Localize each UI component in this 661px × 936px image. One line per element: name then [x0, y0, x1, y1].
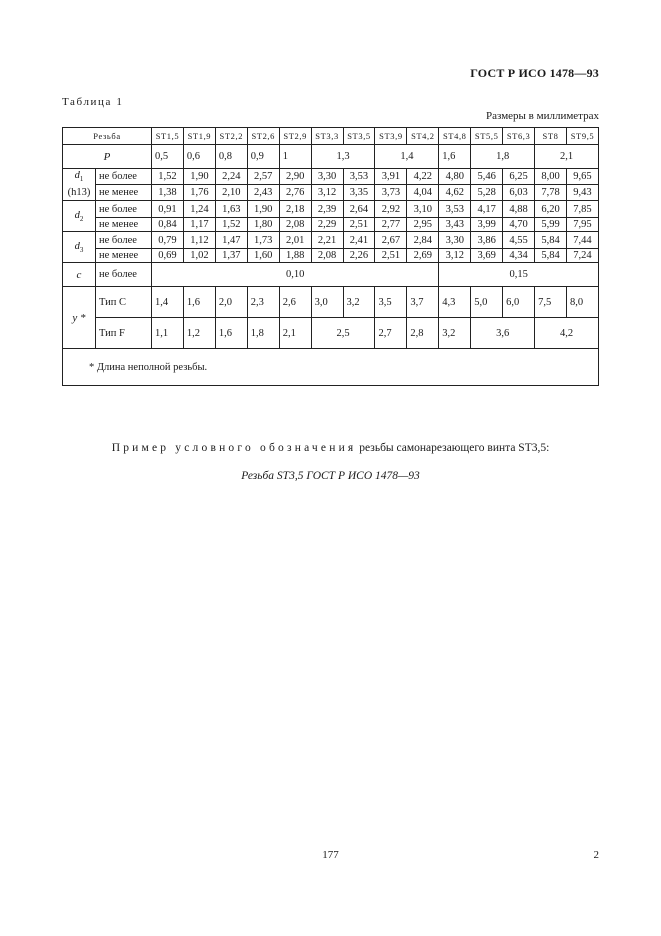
value-cell: 5,28	[471, 185, 503, 201]
d2-min-row	[63, 218, 599, 232]
column-header: ST3,3	[311, 128, 343, 145]
value-cell: 3,91	[375, 169, 407, 185]
value-cell: 4,17	[471, 201, 503, 218]
value-cell: 2,43	[247, 185, 279, 201]
value-cell: 1,60	[247, 249, 279, 263]
pitch-value: 1,8	[471, 145, 535, 169]
table-title: Таблица 1	[62, 96, 124, 108]
max-label: не более	[96, 263, 152, 287]
value-cell: 2,41	[343, 232, 375, 249]
pitch-value: 1,6	[439, 145, 471, 169]
column-header: ST2,6	[247, 128, 279, 145]
d3-min-row	[63, 249, 599, 263]
value-cell: 3,30	[439, 232, 471, 249]
value-cell: 3,43	[439, 218, 471, 232]
column-header: ST4,8	[439, 128, 471, 145]
value-cell: 1,73	[247, 232, 279, 249]
value-cell: 1,2	[183, 318, 215, 349]
value-cell: 4,3	[439, 287, 471, 318]
column-header: ST4,2	[407, 128, 439, 145]
d3-max-row	[63, 232, 599, 249]
value-cell: 5,84	[535, 249, 567, 263]
pitch-row	[63, 145, 599, 169]
type-f-label: Тип F	[96, 318, 152, 349]
value-cell: 2,7	[375, 318, 407, 349]
value-cell: 7,95	[566, 218, 598, 232]
value-cell: 2,5	[311, 318, 375, 349]
column-header: ST1,9	[183, 128, 215, 145]
y-typeF-row	[63, 318, 599, 349]
value-cell: 2,21	[311, 232, 343, 249]
pitch-value: 2,1	[535, 145, 599, 169]
value-cell: 2,51	[375, 249, 407, 263]
min-label: не менее	[96, 249, 152, 263]
value-cell: 4,34	[503, 249, 535, 263]
value-cell: 4,55	[503, 232, 535, 249]
max-label: не более	[96, 232, 152, 249]
pitch-value: 0,9	[247, 145, 279, 169]
value-cell: 3,0	[311, 287, 343, 318]
value-cell: 0,69	[152, 249, 184, 263]
value-cell: 2,08	[311, 249, 343, 263]
type-c-label: Тип С	[96, 287, 152, 318]
value-cell: 3,35	[343, 185, 375, 201]
value-cell: 1,17	[183, 218, 215, 232]
value-cell: 1,88	[279, 249, 311, 263]
value-cell: 9,43	[566, 185, 598, 201]
max-label: не более	[96, 169, 152, 185]
value-cell: 2,69	[407, 249, 439, 263]
column-header: ST9,5	[566, 128, 598, 145]
d1-tolerance: (h13)	[67, 187, 91, 199]
d1-max-row	[63, 169, 599, 185]
value-cell: 1,38	[152, 185, 184, 201]
page-number: 177	[322, 849, 339, 861]
value-cell: 2,01	[279, 232, 311, 249]
column-header: ST6,3	[503, 128, 535, 145]
value-cell: 0,79	[152, 232, 184, 249]
pitch-value: 1	[279, 145, 311, 169]
value-cell: 5,99	[535, 218, 567, 232]
value-cell: 8,00	[535, 169, 567, 185]
column-header: ST3,9	[375, 128, 407, 145]
thread-header-cell: Резьба	[63, 128, 152, 145]
value-cell: 1,12	[183, 232, 215, 249]
value-cell: 2,92	[375, 201, 407, 218]
value-cell: 2,76	[279, 185, 311, 201]
pitch-value: 1,3	[311, 145, 375, 169]
value-cell: 2,10	[215, 185, 247, 201]
d1-subscript: 1	[79, 175, 84, 184]
value-cell: 1,90	[183, 169, 215, 185]
value-cell: 3,2	[439, 318, 471, 349]
max-label: не более	[96, 201, 152, 218]
d2-symbol: d	[74, 209, 80, 221]
d1-symbol-cell	[63, 169, 96, 201]
value-cell: 2,18	[279, 201, 311, 218]
footnote: * Длина неполной резьбы.	[63, 349, 599, 386]
thread-dimensions-table	[62, 127, 599, 386]
value-cell: 2,51	[343, 218, 375, 232]
y-typeC-row	[63, 287, 599, 318]
value-cell: 2,24	[215, 169, 247, 185]
value-cell: 1,76	[183, 185, 215, 201]
d2-symbol-cell	[63, 201, 96, 232]
example-line	[0, 442, 661, 454]
value-cell: 1,47	[215, 232, 247, 249]
value-cell: 0,91	[152, 201, 184, 218]
example-spaced-text: Пример условного обозначения	[111, 442, 357, 454]
value-cell: 8,0	[566, 287, 598, 318]
pitch-value: 0,6	[183, 145, 215, 169]
value-cell: 3,69	[471, 249, 503, 263]
d1-min-row	[63, 185, 599, 201]
value-cell: 6,03	[503, 185, 535, 201]
value-cell: 2,29	[311, 218, 343, 232]
value-cell: 3,7	[407, 287, 439, 318]
value-cell: 2,64	[343, 201, 375, 218]
value-cell: 3,12	[439, 249, 471, 263]
d3-subscript: 3	[79, 245, 84, 254]
value-cell: 5,0	[471, 287, 503, 318]
value-cell: 3,53	[439, 201, 471, 218]
value-cell: 2,57	[247, 169, 279, 185]
value-cell: 1,8	[247, 318, 279, 349]
column-header: ST1,5	[152, 128, 184, 145]
d1-symbol: d	[74, 170, 80, 181]
value-cell: 7,78	[535, 185, 567, 201]
value-cell: 2,95	[407, 218, 439, 232]
d2-max-row	[63, 201, 599, 218]
value-cell: 0,84	[152, 218, 184, 232]
value-cell: 1,52	[152, 169, 184, 185]
table-header-row	[63, 128, 599, 145]
value-cell: 3,12	[311, 185, 343, 201]
value-cell: 2,3	[247, 287, 279, 318]
value-cell: 1,1	[152, 318, 184, 349]
column-header: ST5,5	[471, 128, 503, 145]
value-cell: 4,80	[439, 169, 471, 185]
value-cell: 1,52	[215, 218, 247, 232]
value-cell: 7,24	[566, 249, 598, 263]
value-cell: 5,84	[535, 232, 567, 249]
value-cell: 2,08	[279, 218, 311, 232]
column-header: ST3,5	[343, 128, 375, 145]
value-cell: 9,65	[566, 169, 598, 185]
column-header: ST8	[535, 128, 567, 145]
value-cell: 4,88	[503, 201, 535, 218]
value-cell: 1,90	[247, 201, 279, 218]
value-cell: 1,63	[215, 201, 247, 218]
value-cell: 2,90	[279, 169, 311, 185]
value-cell: 3,2	[343, 287, 375, 318]
value-cell: 1,6	[183, 287, 215, 318]
pitch-value: 0,8	[215, 145, 247, 169]
value-cell: 2,8	[407, 318, 439, 349]
value-cell: 6,25	[503, 169, 535, 185]
value-cell: 1,24	[183, 201, 215, 218]
d3-symbol: d	[74, 240, 80, 252]
value-cell: 7,44	[566, 232, 598, 249]
value-cell: 1,80	[247, 218, 279, 232]
pitch-value: 0,5	[152, 145, 184, 169]
value-cell: 4,2	[535, 318, 599, 349]
pitch-symbol: P	[63, 145, 152, 169]
value-cell: 2,6	[279, 287, 311, 318]
value-cell: 4,22	[407, 169, 439, 185]
c-symbol: c	[63, 263, 96, 287]
value-cell: 3,73	[375, 185, 407, 201]
c-value: 0,15	[439, 263, 599, 287]
value-cell: 3,53	[343, 169, 375, 185]
c-value: 0,10	[152, 263, 439, 287]
value-cell: 5,46	[471, 169, 503, 185]
value-cell: 2,0	[215, 287, 247, 318]
value-cell: 3,5	[375, 287, 407, 318]
value-cell: 3,99	[471, 218, 503, 232]
value-cell: 2,26	[343, 249, 375, 263]
value-cell: 1,37	[215, 249, 247, 263]
value-cell: 4,04	[407, 185, 439, 201]
example-text: резьбы самонарезающего винта ST3,5:	[356, 442, 550, 454]
pitch-value: 1,4	[375, 145, 439, 169]
value-cell: 7,85	[566, 201, 598, 218]
value-cell: 6,0	[503, 287, 535, 318]
y-symbol: y *	[63, 287, 96, 349]
units-note: Размеры в миллиметрах	[486, 110, 599, 122]
value-cell: 2,39	[311, 201, 343, 218]
d2-subscript: 2	[79, 214, 84, 223]
value-cell: 3,86	[471, 232, 503, 249]
value-cell: 2,1	[279, 318, 311, 349]
value-cell: 3,10	[407, 201, 439, 218]
min-label: не менее	[96, 185, 152, 201]
value-cell: 7,5	[535, 287, 567, 318]
column-header: ST2,9	[279, 128, 311, 145]
value-cell: 2,84	[407, 232, 439, 249]
sheet-number: 2	[593, 849, 599, 861]
value-cell: 1,4	[152, 287, 184, 318]
designation-example: Резьба ST3,5 ГОСТ Р ИСО 1478—93	[241, 470, 420, 482]
d3-symbol-cell	[63, 232, 96, 263]
value-cell: 2,67	[375, 232, 407, 249]
document-header: ГОСТ Р ИСО 1478—93	[470, 66, 599, 80]
min-label: не менее	[96, 218, 152, 232]
value-cell: 4,70	[503, 218, 535, 232]
value-cell: 4,62	[439, 185, 471, 201]
value-cell: 2,77	[375, 218, 407, 232]
column-header: ST2,2	[215, 128, 247, 145]
value-cell: 3,6	[471, 318, 535, 349]
value-cell: 3,30	[311, 169, 343, 185]
c-row	[63, 263, 599, 287]
value-cell: 1,02	[183, 249, 215, 263]
value-cell: 6,20	[535, 201, 567, 218]
footnote-row	[63, 349, 599, 386]
value-cell: 1,6	[215, 318, 247, 349]
